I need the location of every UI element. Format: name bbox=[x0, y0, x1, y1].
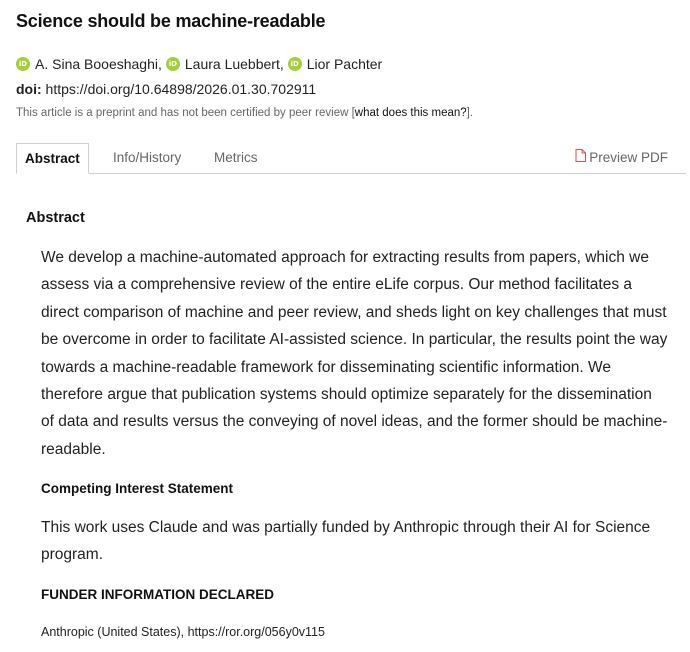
orcid-icon[interactable]: iD bbox=[288, 57, 302, 71]
tab-abstract[interactable]: Abstract bbox=[16, 143, 89, 174]
abstract-heading: Abstract bbox=[26, 210, 85, 226]
orcid-icon[interactable]: iD bbox=[16, 57, 30, 71]
preprint-notice-text: This article is a preprint and has not been certified by peer review [ bbox=[16, 107, 355, 119]
tab-info-history[interactable]: Info/History bbox=[113, 150, 182, 165]
author-separator: , bbox=[157, 56, 162, 72]
competing-interest-text: This work uses Claude and was partially funded by Anthropic through their AI for Science program. bbox=[41, 519, 651, 564]
preprint-notice bbox=[16, 107, 473, 119]
what-does-this-mean-link[interactable]: what does this mean? bbox=[354, 107, 467, 119]
author-2[interactable] bbox=[166, 56, 288, 72]
author-name[interactable]: A. Sina Booeshaghi bbox=[35, 56, 158, 72]
competing-interest-heading: Competing Interest Statement bbox=[41, 481, 234, 496]
orcid-icon[interactable]: iD bbox=[166, 57, 180, 71]
author-name[interactable]: Laura Luebbert bbox=[184, 56, 280, 72]
doi-link[interactable]: https://doi.org/10.64898/2026.01.30.702911 bbox=[45, 81, 317, 97]
doi-line bbox=[16, 81, 316, 97]
preprint-notice-close: ]. bbox=[466, 107, 474, 119]
article-title: Science should be machine-readable bbox=[16, 11, 326, 31]
file-pdf-icon bbox=[575, 143, 586, 173]
author-name[interactable]: Lior Pachter bbox=[306, 56, 383, 72]
author-list bbox=[16, 56, 382, 72]
author-separator: , bbox=[279, 56, 284, 72]
author-3[interactable] bbox=[288, 56, 382, 72]
preview-pdf-button[interactable] bbox=[575, 143, 668, 173]
article-tabs bbox=[16, 143, 686, 174]
author-1[interactable] bbox=[16, 56, 166, 72]
preview-pdf-label[interactable]: Preview PDF bbox=[589, 150, 668, 165]
abstract-text: We develop a machine-automated approach for extracting results from papers, which we assess via a comprehensive review of the entire eLife corpus. Our method facilitates a direct comparison of machine and peer review, and sheds light on key challenges that must be overcome in order to facilitate AI-assisted science. In particular, the results point the way towards a machine-readable framework for disseminating scientific information. We therefore argue that publication systems should optimize separately for the dissemination of data and results versus the conveying of novel ideas, and the former should be machine-readable. bbox=[41, 249, 668, 458]
doi-label: doi: bbox=[16, 81, 42, 97]
funder-text: Anthropic (United States), https://ror.org/056y0v115 bbox=[41, 625, 325, 639]
tab-metrics[interactable]: Metrics bbox=[214, 150, 258, 165]
funder-heading: FUNDER INFORMATION DECLARED bbox=[41, 587, 274, 602]
